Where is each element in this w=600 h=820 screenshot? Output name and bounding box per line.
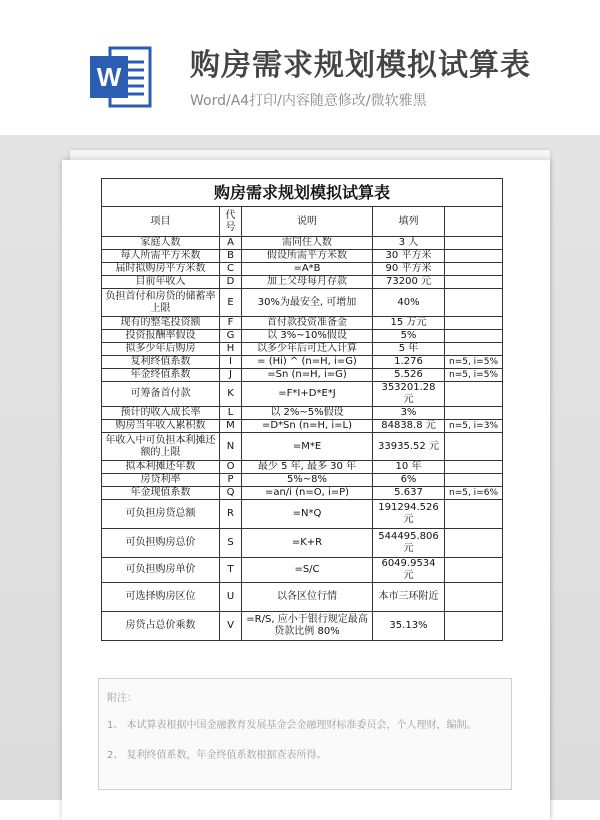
table-row xyxy=(102,487,503,500)
row-item: 可筹备首付款 xyxy=(102,382,220,407)
row-value: 3% xyxy=(373,407,445,420)
row-item: 投资报酬率假设 xyxy=(102,330,220,343)
row-note xyxy=(445,474,503,487)
row-value: 35.13% xyxy=(373,612,445,641)
row-note xyxy=(445,276,503,289)
row-item: 可选择购房区位 xyxy=(102,583,220,612)
row-code: J xyxy=(220,369,242,382)
table-row xyxy=(102,356,503,369)
row-desc: 最少 5 年, 最多 30 年 xyxy=(242,461,373,474)
row-desc: 5%~8% xyxy=(242,474,373,487)
row-desc: 以各区位行情 xyxy=(242,583,373,612)
table-row xyxy=(102,461,503,474)
row-item: 家庭人数 xyxy=(102,237,220,250)
page-title: 购房需求规划模拟试算表 xyxy=(190,48,531,83)
table-title: 购房需求规划模拟试算表 xyxy=(102,179,503,207)
table-row xyxy=(102,420,503,433)
table-row xyxy=(102,583,503,612)
row-item: 预计的收入成长率 xyxy=(102,407,220,420)
row-note: n=5, i=3% xyxy=(445,420,503,433)
row-value: 10 年 xyxy=(373,461,445,474)
table-row xyxy=(102,433,503,461)
row-value: 本市三环附近 xyxy=(373,583,445,612)
row-item: 可负担房贷总额 xyxy=(102,500,220,529)
row-desc: 30%为最安全, 可增加 xyxy=(242,289,373,317)
row-item: 负担首付和房贷的储蓄率上限 xyxy=(102,289,220,317)
row-value: 191294.526 元 xyxy=(373,500,445,529)
row-note xyxy=(445,407,503,420)
row-value: 6049.9534 元 xyxy=(373,558,445,583)
row-code: R xyxy=(220,500,242,529)
row-desc: =an/i (n=O, i=P) xyxy=(242,487,373,500)
row-note xyxy=(445,330,503,343)
row-item: 可负担购房单价 xyxy=(102,558,220,583)
row-item: 年金现值系数 xyxy=(102,487,220,500)
note-line-1: 1、 本试算表根据中国金融教育发展基金会金融理财标准委员会，个人理财，编制。 xyxy=(107,720,477,731)
table-row xyxy=(102,612,503,641)
row-code: M xyxy=(220,420,242,433)
table-row xyxy=(102,474,503,487)
row-desc: =R/S, 应小于银行规定最高贷款比例 80% xyxy=(242,612,373,641)
row-note xyxy=(445,583,503,612)
row-code: C xyxy=(220,263,242,276)
row-desc: =M*E xyxy=(242,433,373,461)
row-code: B xyxy=(220,250,242,263)
row-code: V xyxy=(220,612,242,641)
row-note xyxy=(445,558,503,583)
column-header-desc: 说明 xyxy=(242,207,373,237)
row-value: 33935.52 元 xyxy=(373,433,445,461)
table-row xyxy=(102,343,503,356)
column-header-item: 项目 xyxy=(102,207,220,237)
row-value: 544495.806 元 xyxy=(373,529,445,558)
row-desc: =F*I+D*E*J xyxy=(242,382,373,407)
row-value: 40% xyxy=(373,289,445,317)
table-row xyxy=(102,237,503,250)
column-header-note xyxy=(445,207,503,237)
notes-box xyxy=(98,678,512,790)
row-code: F xyxy=(220,317,242,330)
row-note xyxy=(445,343,503,356)
row-value: 90 平方米 xyxy=(373,263,445,276)
row-value: 5.637 xyxy=(373,487,445,500)
row-desc: =S/C xyxy=(242,558,373,583)
table-row xyxy=(102,529,503,558)
row-value: 30 平方米 xyxy=(373,250,445,263)
row-note xyxy=(445,433,503,461)
row-code: E xyxy=(220,289,242,317)
notes-title: 附注： xyxy=(107,693,137,704)
table-row xyxy=(102,558,503,583)
row-value: 84838.8 元 xyxy=(373,420,445,433)
row-code: L xyxy=(220,407,242,420)
row-note: n=5, i=6% xyxy=(445,487,503,500)
column-header-value: 填列 xyxy=(373,207,445,237)
row-desc: =Sn (n=H, i=G) xyxy=(242,369,373,382)
row-code: G xyxy=(220,330,242,343)
row-code: K xyxy=(220,382,242,407)
row-value: 1.276 xyxy=(373,356,445,369)
row-desc: =N*Q xyxy=(242,500,373,529)
row-note: n=5, i=5% xyxy=(445,369,503,382)
row-note xyxy=(445,317,503,330)
row-desc: 以多少年后可迁入计算 xyxy=(242,343,373,356)
table-row xyxy=(102,369,503,382)
row-item: 拟多少年后购房 xyxy=(102,343,220,356)
page-header xyxy=(0,0,600,135)
row-item: 房贷利率 xyxy=(102,474,220,487)
row-desc: 假设所需平方米数 xyxy=(242,250,373,263)
table-row xyxy=(102,407,503,420)
row-item: 可负担购房总价 xyxy=(102,529,220,558)
table-row xyxy=(102,289,503,317)
row-value: 5% xyxy=(373,330,445,343)
row-desc: 以 3%~10%假设 xyxy=(242,330,373,343)
table-row xyxy=(102,263,503,276)
row-note xyxy=(445,237,503,250)
table-row xyxy=(102,317,503,330)
row-desc: =D*Sn (n=H, i=L) xyxy=(242,420,373,433)
row-desc: =K+R xyxy=(242,529,373,558)
row-code: I xyxy=(220,356,242,369)
row-item: 复利终值系数 xyxy=(102,356,220,369)
row-code: S xyxy=(220,529,242,558)
row-value: 73200 元 xyxy=(373,276,445,289)
row-value: 15 万元 xyxy=(373,317,445,330)
row-value: 3 人 xyxy=(373,237,445,250)
row-note xyxy=(445,263,503,276)
word-logo-letter: W xyxy=(96,62,122,92)
row-item: 房贷占总价乘数 xyxy=(102,612,220,641)
row-item: 目前年收入 xyxy=(102,276,220,289)
row-item: 现有的整笔投资额 xyxy=(102,317,220,330)
row-note xyxy=(445,382,503,407)
row-code: D xyxy=(220,276,242,289)
table-row xyxy=(102,276,503,289)
row-note xyxy=(445,529,503,558)
row-value: 5 年 xyxy=(373,343,445,356)
row-desc: 以 2%~5%假设 xyxy=(242,407,373,420)
row-code: U xyxy=(220,583,242,612)
word-icon xyxy=(88,44,154,110)
table-row xyxy=(102,500,503,529)
row-code: Q xyxy=(220,487,242,500)
column-header-code: 代号 xyxy=(220,207,242,237)
page-subtitle: Word/A4打印/内容随意修改/微软雅黑 xyxy=(190,93,427,109)
row-item: 购房当年收入累积数 xyxy=(102,420,220,433)
row-note xyxy=(445,500,503,529)
row-value: 5.526 xyxy=(373,369,445,382)
row-item: 每人所需平方米数 xyxy=(102,250,220,263)
calculation-table xyxy=(101,178,503,641)
row-note xyxy=(445,250,503,263)
row-desc: = (Hi) ^ (n=H, i=G) xyxy=(242,356,373,369)
row-code: O xyxy=(220,461,242,474)
row-note xyxy=(445,461,503,474)
row-item: 拟本利摊还年数 xyxy=(102,461,220,474)
table-row xyxy=(102,330,503,343)
row-note xyxy=(445,289,503,317)
row-desc: 加上父母每月存款 xyxy=(242,276,373,289)
table-row xyxy=(102,382,503,407)
row-note: n=5, i=5% xyxy=(445,356,503,369)
row-code: N xyxy=(220,433,242,461)
row-code: A xyxy=(220,237,242,250)
table-row xyxy=(102,250,503,263)
row-desc: 需同住人数 xyxy=(242,237,373,250)
note-line-2: 2、 复利终值系数，年金终值系数根据查表所得。 xyxy=(107,750,327,761)
row-code: H xyxy=(220,343,242,356)
row-value: 6% xyxy=(373,474,445,487)
row-item: 年收入中可负担本利摊还额的上限 xyxy=(102,433,220,461)
row-value: 353201.28 元 xyxy=(373,382,445,407)
row-desc: =A*B xyxy=(242,263,373,276)
row-code: T xyxy=(220,558,242,583)
row-code: P xyxy=(220,474,242,487)
row-item: 届时拟购房平方米数 xyxy=(102,263,220,276)
row-item: 年金终值系数 xyxy=(102,369,220,382)
row-note xyxy=(445,612,503,641)
row-desc: 首付款投资准备金 xyxy=(242,317,373,330)
